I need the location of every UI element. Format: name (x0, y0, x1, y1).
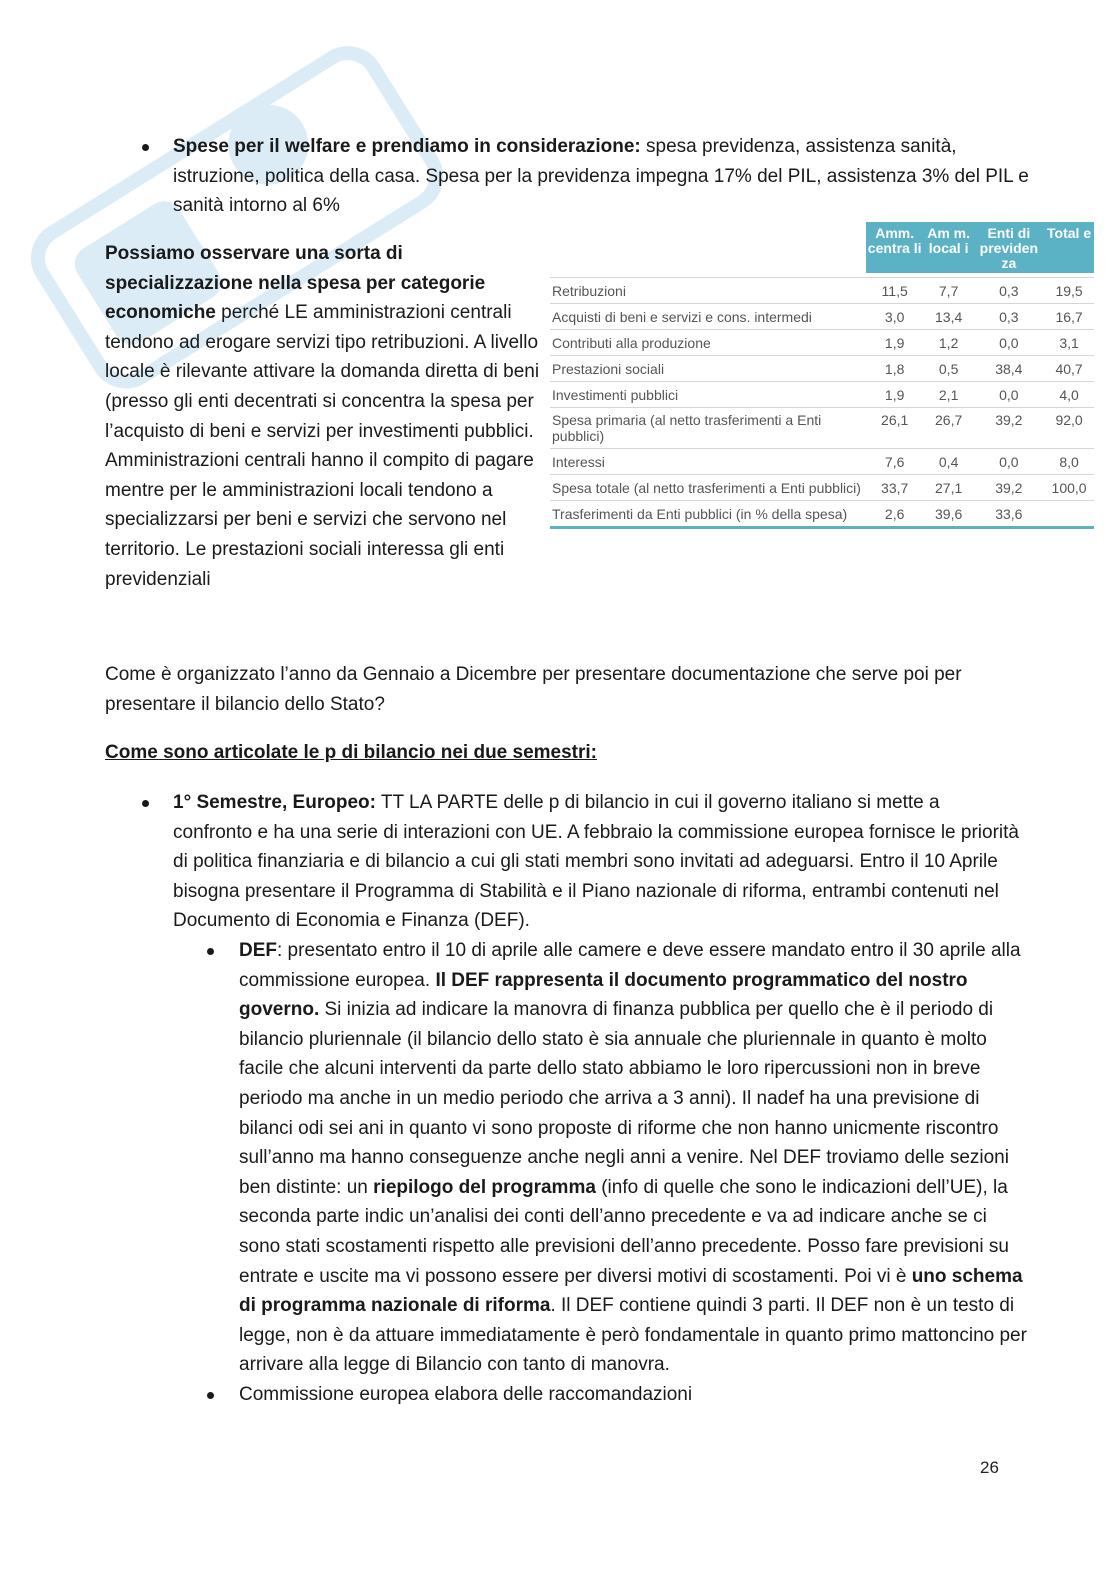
welfare-paragraph: Spese per il welfare e prendiamo in considerazione: spesa previdenza, assistenza sanità, istruzione, politica della casa. Spesa per la previdenza impegna 17% del PIL, assistenza 3% del PIL e sanità intorno al 6% (173, 136, 1029, 217)
question-paragraph: Come è organizzato l’anno da Gennaio a Dicembre per presentare documentazione che serve poi per presentare il bilancio dello Stato? (105, 664, 962, 715)
section-title: Come sono articolate le p di bilancio nei due semestri: (105, 742, 598, 763)
commissione-paragraph: Commissione europea elabora delle raccomandazioni (239, 1384, 693, 1405)
semestre-paragraph: 1° Semestre, Europeo: TT LA PARTE delle p di bilancio in cui il governo italiano si mette a confronto e ha una serie di interazioni con UE. A febbraio la commissione europea fornisce le priorità di politica finanziaria e di bilancio a cui gli stati membri sono invitati ad adeguarsi. Entro il 10 Aprile bisogna presentare il Programma di Stabilità e il Piano nazionale di riforma, entrambi contenuti nel Documento di Economia e Finanza (DEF). (173, 792, 1019, 932)
table-header: Enti di previden za (974, 222, 1045, 273)
table-row: Interessi 7,6 0,4 0,0 8,0 (550, 449, 1094, 475)
table-row: Trasferimenti da Enti pubblici (in % della spesa) 2,6 39,6 33,6 (550, 501, 1094, 528)
table-row: Spesa primaria (al netto trasferimenti a Enti pubblici) 26,1 26,7 39,2 92,0 (550, 408, 1094, 449)
table-row: Spesa totale (al netto trasferimenti a Enti pubblici) 33,7 27,1 39,2 100,0 (550, 475, 1094, 501)
bullet-dot (207, 1392, 214, 1399)
table-header: Am m. local i (924, 222, 974, 273)
table-row: Retribuzioni 11,5 7,7 0,3 19,5 (550, 278, 1094, 304)
page-number: 26 (980, 1458, 999, 1477)
bullet-dot (207, 948, 214, 955)
table-row: Contributi alla produzione 1,9 1,2 0,0 3,1 (550, 330, 1094, 356)
specializzazione-paragraph: Possiamo osservare una sorta di specializzazione nella spesa per categorie economiche perché LE amministrazioni centrali tendono ad erogare servizi tipo retribuzioni. A livello locale è rilevante attivare la domanda diretta di beni (presso gli enti decentrati si concentra la spesa per l’acquisto di beni e servizi per investimenti pubblici. Amministrazioni centrali hanno il compito di pagare mentre per le amministrazioni locali tendono a specializzarsi per beni e servizi che servono nel territorio. Le prestazioni sociali interessa gli enti previdenziali (105, 243, 540, 590)
bullet-dot (142, 800, 149, 807)
table-row: Prestazioni sociali 1,8 0,5 38,4 40,7 (550, 356, 1094, 382)
table-row: Investimenti pubblici 1,9 2,1 0,0 4,0 (550, 382, 1094, 408)
table-row: Acquisti di beni e servizi e cons. intermedi 3,0 13,4 0,3 16,7 (550, 304, 1094, 330)
table-header: Total e (1044, 222, 1094, 273)
def-paragraph: DEF: presentato entro il 10 di aprile alle camere e deve essere mandato entro il 30 aprile alla commissione europea. Il DEF rappresenta il documento programmatico del nostro governo. Si inizia ad indicare la manovra di finanza pubblica per quello che è il periodo di bilancio pluriennale (il bilancio dello stato è sia annuale che pluriennale in quanto è molto facile che alcuni interventi da parte dello stato abbiamo le loro ripercussioni non in breve periodo ma anche in un medio periodo che arriva a 3 anni). Il nadef ha una previsione di bilanci odi sei ani in quanto vi sono proposte di riforme che non hanno unicmente riscontro sull’anno ma hanno conseguenze anche negli anni a venire. Nel DEF troviamo delle sezioni ben distinte: un riepilogo del programma (info di quelle che sono le indicazioni dell’UE), la seconda parte indic un’analisi dei conti dell’anno precedente e va ad indicare anche se ci sono stati scostamenti rispetto alle previsioni dell’anno precedente. Posso fare previsioni su entrate e uscite ma vi possono essere per diversi motivi di scostamenti. Poi vi è uno schema di programma nazionale di riforma. Il DEF contiene quindi 3 parti. Il DEF non è un testo di legge, non è da attuare immediatamente è però fondamentale in quanto primo mattoncino per arrivare alla legge di Bilancio con tanto di manovra. (239, 940, 1027, 1376)
bullet-dot (142, 144, 149, 151)
table-header: Amm. centra li (866, 222, 924, 273)
table-header-row (550, 222, 1094, 273)
welfare-lead: Spese per il welfare e prendiamo in considerazione: (173, 136, 641, 157)
spesa-table (550, 222, 1094, 529)
